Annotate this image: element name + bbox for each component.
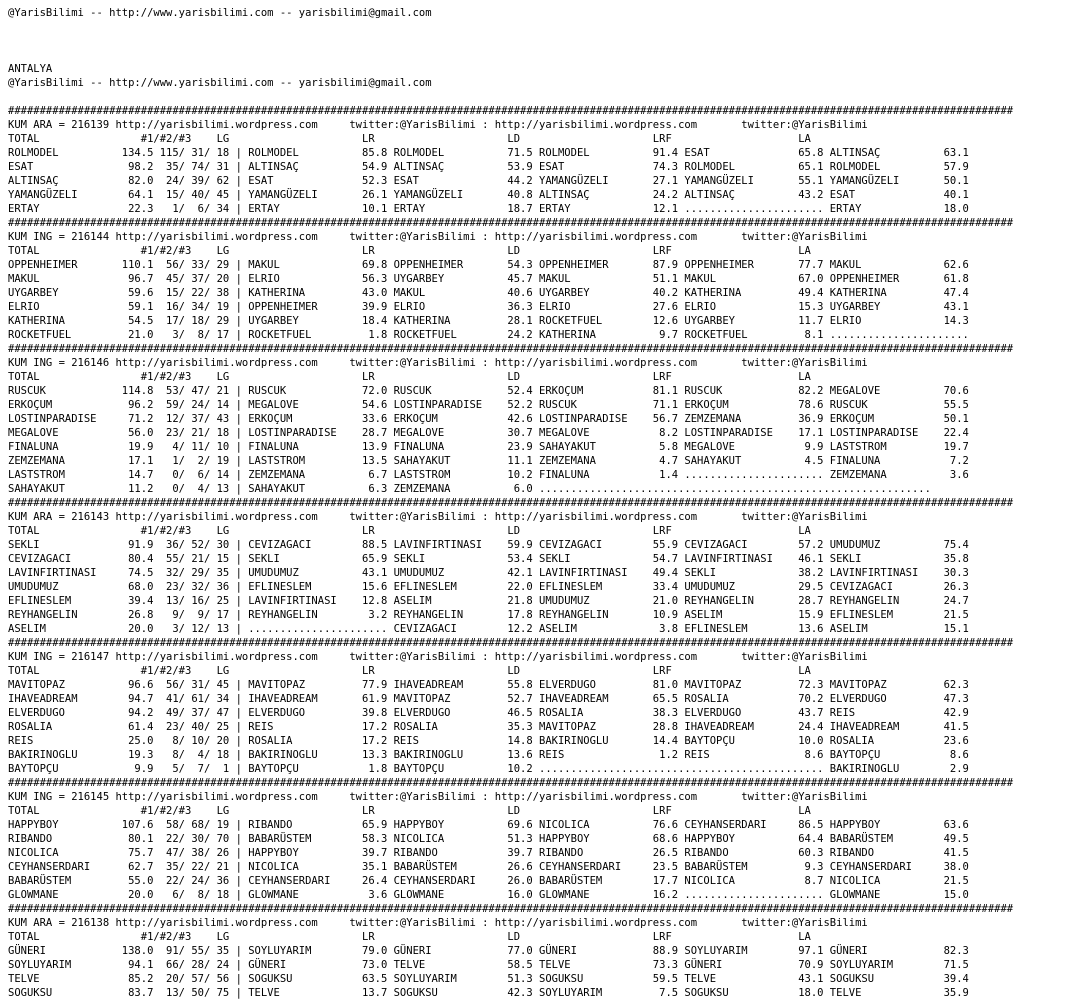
column-header: TOTAL #1/#2/#3 LG LR LD LRF LA — [8, 931, 811, 943]
table-row: RIBANDO 80.1 22/ 30/ 70 | BABARÜSTEM 58.3 NICOLICA 51.3 HAPPYBOY 68.6 HAPPYBOY 64.4 BABARÜSTEM 49.5 — [8, 833, 969, 845]
table-row: SAHAYAKUT 11.2 0/ 4/ 13 | SAHAYAKUT 6.3 ZEMZEMANA 6.0 .............................................................. — [8, 483, 931, 495]
table-row: MAVITOPAZ 96.6 56/ 31/ 45 | MAVITOPAZ 77.9 IHAVEADREAM 55.8 ELVERDUGO 81.0 MAVITOPAZ 72.3 MAVITOPAZ 62.3 — [8, 679, 969, 691]
race-header: KUM ARA = 216138 http://yarisbilimi.wordpress.com twitter:@YarisBilimi : http://yarisbilimi.wordpress.com twitter:@YarisBilimi — [8, 917, 868, 929]
blank-line — [8, 90, 1013, 104]
table-row: BAYTOPÇU 9.9 5/ 7/ 1 | BAYTOPÇU 1.8 BAYTOPÇU 10.2 ............................................. BAKIRINOGLU 2.9 — [8, 763, 969, 775]
table-row: ASELIM 20.0 3/ 12/ 13 | ...................... CEVIZAGACI 12.2 ASELIM 3.8 EFLINESLEM 13.6 ASELIM 15.1 — [8, 623, 969, 635]
section-divider: ############################################################################################################################################################### — [8, 217, 1014, 229]
table-row: UMUDUMUZ 68.0 23/ 32/ 36 | EFLINESLEM 15.6 EFLINESLEM 22.0 EFLINESLEM 33.4 UMUDUMUZ 29.5 CEVIZAGACI 26.3 — [8, 581, 969, 593]
table-row: ESAT 98.2 35/ 74/ 31 | ALTINSAÇ 54.9 ALTINSAÇ 53.9 ESAT 74.3 ROLMODEL 65.1 ROLMODEL 57.9 — [8, 161, 969, 173]
race-header: KUM ING = 216146 http://yarisbilimi.wordpress.com twitter:@YarisBilimi : http://yarisbilimi.wordpress.com twitter:@YarisBilimi — [8, 357, 868, 369]
table-row: ALTINSAÇ 82.0 24/ 39/ 62 | ESAT 52.3 ESAT 44.2 YAMANGÜZELI 27.1 YAMANGÜZELI 55.1 YAMANGÜZELI 50.1 — [8, 175, 969, 187]
table-row: CEVIZAGACI 80.4 55/ 21/ 15 | SEKLI 65.9 SEKLI 53.4 SEKLI 54.7 LAVINFIRTINASI 46.1 SEKLI 35.8 — [8, 553, 969, 565]
table-row: FINALUNA 19.9 4/ 11/ 10 | FINALUNA 13.9 FINALUNA 23.9 SAHAYAKUT 5.8 MEGALOVE 9.9 LASTSTROM 19.7 — [8, 441, 969, 453]
column-header: TOTAL #1/#2/#3 LG LR LD LRF LA — [8, 245, 811, 257]
table-row: BAKIRINOGLU 19.3 8/ 4/ 18 | BAKIRINOGLU 13.3 BAKIRINOGLU 13.6 REIS 1.2 REIS 8.6 BAYTOPÇU 8.6 — [8, 749, 969, 761]
table-row: KATHERINA 54.5 17/ 18/ 29 | UYGARBEY 18.4 KATHERINA 28.1 ROCKETFUEL 12.6 UYGARBEY 11.7 ELRIO 14.3 — [8, 315, 969, 327]
text-line: @YarisBilimi -- http://www.yarisbilimi.com -- yarisbilimi@gmail.com — [8, 7, 432, 19]
race-header: KUM ING = 216147 http://yarisbilimi.wordpress.com twitter:@YarisBilimi : http://yarisbilimi.wordpress.com twitter:@YarisBilimi — [8, 651, 868, 663]
table-row: UYGARBEY 59.6 15/ 22/ 38 | KATHERINA 43.0 MAKUL 40.6 UYGARBEY 40.2 KATHERINA 49.4 KATHERINA 47.4 — [8, 287, 969, 299]
table-row: SOGUKSU 83.7 13/ 50/ 75 | TELVE 13.7 SOGUKSU 42.3 SOYLUYARIM 7.5 SOGUKSU 18.0 TELVE 35.9 — [8, 987, 969, 999]
column-header: TOTAL #1/#2/#3 LG LR LD LRF LA — [8, 805, 811, 817]
table-row: TELVE 85.2 20/ 57/ 56 | SOGUKSU 63.5 SOYLUYARIM 51.3 SOGUKSU 59.5 TELVE 43.1 SOGUKSU 39.4 — [8, 973, 969, 985]
table-row: NICOLICA 75.7 47/ 38/ 26 | HAPPYBOY 39.7 RIBANDO 39.7 RIBANDO 26.5 RIBANDO 60.3 RIBANDO 41.5 — [8, 847, 969, 859]
table-row: ROSALIA 61.4 23/ 40/ 25 | REIS 17.2 ROSALIA 35.3 MAVITOPAZ 28.8 IHAVEADREAM 24.4 IHAVEADREAM 41.5 — [8, 721, 969, 733]
table-row: SOYLUYARIM 94.1 66/ 28/ 24 | GÜNERI 73.0 TELVE 58.5 TELVE 73.3 GÜNERI 70.9 SOYLUYARIM 71.5 — [8, 959, 969, 971]
table-row: ROLMODEL 134.5 115/ 31/ 18 | ROLMODEL 85.8 ROLMODEL 71.5 ROLMODEL 91.4 ESAT 65.8 ALTINSAÇ 63.1 — [8, 147, 969, 159]
table-row: ERTAY 22.3 1/ 6/ 34 | ERTAY 10.1 ERTAY 18.7 ERTAY 12.1 ...................... ERTAY 18.0 — [8, 203, 969, 215]
table-row: OPPENHEIMER 110.1 56/ 33/ 29 | MAKUL 69.8 OPPENHEIMER 54.3 OPPENHEIMER 87.9 OPPENHEIMER 77.7 MAKUL 62.6 — [8, 259, 969, 271]
column-header: TOTAL #1/#2/#3 LG LR LD LRF LA — [8, 525, 811, 537]
column-header: TOTAL #1/#2/#3 LG LR LD LRF LA — [8, 371, 811, 383]
section-divider: ############################################################################################################################################################### — [8, 497, 1014, 509]
table-row: ELRIO 59.1 16/ 34/ 19 | OPPENHEIMER 39.9 ELRIO 36.3 ELRIO 27.6 ELRIO 15.3 UYGARBEY 43.1 — [8, 301, 969, 313]
text-line: ANTALYA — [8, 63, 53, 75]
text-line: @YarisBilimi -- http://www.yarisbilimi.com -- yarisbilimi@gmail.com — [8, 77, 432, 89]
section-divider: ############################################################################################################################################################### — [8, 343, 1014, 355]
table-row: MEGALOVE 56.0 23/ 21/ 18 | LOSTINPARADISE 28.7 MEGALOVE 30.7 MEGALOVE 8.2 LOSTINPARADISE 17.1 LOSTINPARADISE 22.4 — [8, 427, 969, 439]
table-row: LOSTINPARADISE 71.2 12/ 37/ 43 | ERKOÇUM 33.6 ERKOÇUM 42.6 LOSTINPARADISE 56.7 ZEMZEMANA 36.9 ERKOÇUM 50.1 — [8, 413, 969, 425]
table-row: GLOWMANE 20.0 6/ 8/ 18 | GLOWMANE 3.6 GLOWMANE 16.0 GLOWMANE 16.2 ...................... GLOWMANE 15.0 — [8, 889, 969, 901]
table-row: LASTSTROM 14.7 0/ 6/ 14 | ZEMZEMANA 6.7 LASTSTROM 10.2 FINALUNA 1.4 ...................... ZEMZEMANA 3.6 — [8, 469, 969, 481]
section-divider: ############################################################################################################################################################### — [8, 777, 1014, 789]
race-header: KUM ING = 216145 http://yarisbilimi.wordpress.com twitter:@YarisBilimi : http://yarisbilimi.wordpress.com twitter:@YarisBilimi — [8, 791, 868, 803]
table-row: GÜNERI 138.0 91/ 55/ 35 | SOYLUYARIM 79.0 GÜNERI 77.0 GÜNERI 88.9 SOYLUYARIM 97.1 GÜNERI 82.3 — [8, 945, 969, 957]
table-row: BABARÜSTEM 55.0 22/ 24/ 36 | CEYHANSERDARI 26.4 CEYHANSERDARI 26.0 BABARÜSTEM 17.7 NICOLICA 8.7 NICOLICA 21.5 — [8, 875, 969, 887]
table-row: RUSCUK 114.8 53/ 47/ 21 | RUSCUK 72.0 RUSCUK 52.4 ERKOÇUM 81.1 RUSCUK 82.2 MEGALOVE 70.6 — [8, 385, 969, 397]
race-header: KUM ARA = 216139 http://yarisbilimi.wordpress.com twitter:@YarisBilimi : http://yarisbilimi.wordpress.com twitter:@YarisBilimi — [8, 119, 868, 131]
blank-line — [8, 20, 1013, 34]
results-document — [8, 6, 1013, 1000]
table-row: YAMANGÜZELI 64.1 15/ 40/ 45 | YAMANGÜZELI 26.1 YAMANGÜZELI 40.8 ALTINSAÇ 24.2 ALTINSAÇ 43.2 ESAT 40.1 — [8, 189, 969, 201]
section-divider: ############################################################################################################################################################### — [8, 637, 1014, 649]
section-divider: ############################################################################################################################################################### — [8, 105, 1014, 117]
table-row: REYHANGELIN 26.8 9/ 9/ 17 | REYHANGELIN 3.2 REYHANGELIN 17.8 REYHANGELIN 10.9 ASELIM 15.9 EFLINESLEM 21.5 — [8, 609, 969, 621]
blank-line — [8, 34, 1013, 48]
table-row: MAKUL 96.7 45/ 37/ 20 | ELRIO 56.3 UYGARBEY 45.7 MAKUL 51.1 MAKUL 67.0 OPPENHEIMER 61.8 — [8, 273, 969, 285]
table-row: ZEMZEMANA 17.1 1/ 2/ 19 | LASTSTROM 13.5 SAHAYAKUT 11.1 ZEMZEMANA 4.7 SAHAYAKUT 4.5 FINALUNA 7.2 — [8, 455, 969, 467]
table-row: EFLINESLEM 39.4 13/ 16/ 25 | LAVINFIRTINASI 12.8 ASELIM 21.8 UMUDUMUZ 21.0 REYHANGELIN 28.7 REYHANGELIN 24.7 — [8, 595, 969, 607]
race-header: KUM ING = 216144 http://yarisbilimi.wordpress.com twitter:@YarisBilimi : http://yarisbilimi.wordpress.com twitter:@YarisBilimi — [8, 231, 868, 243]
table-row: SEKLI 91.9 36/ 52/ 30 | CEVIZAGACI 88.5 LAVINFIRTINASI 59.9 CEVIZAGACI 55.9 CEVIZAGACI 57.2 UMUDUMUZ 75.4 — [8, 539, 969, 551]
table-row: REIS 25.0 8/ 10/ 20 | ROSALIA 17.2 REIS 14.8 BAKIRINOGLU 14.4 BAYTOPÇU 10.0 ROSALIA 23.6 — [8, 735, 969, 747]
table-row: IHAVEADREAM 94.7 41/ 61/ 34 | IHAVEADREAM 61.9 MAVITOPAZ 52.7 IHAVEADREAM 65.5 ROSALIA 70.2 ELVERDUGO 47.3 — [8, 693, 969, 705]
table-row: LAVINFIRTINASI 74.5 32/ 29/ 35 | UMUDUMUZ 43.1 UMUDUMUZ 42.1 LAVINFIRTINASI 49.4 SEKLI 38.2 LAVINFIRTINASI 30.3 — [8, 567, 969, 579]
column-header: TOTAL #1/#2/#3 LG LR LD LRF LA — [8, 133, 811, 145]
blank-line — [8, 48, 1013, 62]
table-row: CEYHANSERDARI 62.7 35/ 22/ 21 | NICOLICA 35.1 BABARÜSTEM 26.6 CEYHANSERDARI 23.5 BABARÜSTEM 9.3 CEYHANSERDARI 38.0 — [8, 861, 969, 873]
table-row: HAPPYBOY 107.6 58/ 68/ 19 | RIBANDO 65.9 HAPPYBOY 69.6 NICOLICA 76.6 CEYHANSERDARI 86.5 HAPPYBOY 63.6 — [8, 819, 969, 831]
section-divider: ############################################################################################################################################################### — [8, 903, 1014, 915]
table-row: ROCKETFUEL 21.0 3/ 8/ 17 | ROCKETFUEL 1.8 ROCKETFUEL 24.2 KATHERINA 9.7 ROCKETFUEL 8.1 ...................... — [8, 329, 969, 341]
column-header: TOTAL #1/#2/#3 LG LR LD LRF LA — [8, 665, 811, 677]
race-header: KUM ARA = 216143 http://yarisbilimi.wordpress.com twitter:@YarisBilimi : http://yarisbilimi.wordpress.com twitter:@YarisBilimi — [8, 511, 868, 523]
table-row: ERKOÇUM 96.2 59/ 24/ 14 | MEGALOVE 54.6 LOSTINPARADISE 52.2 RUSCUK 71.1 ERKOÇUM 78.6 RUSCUK 55.5 — [8, 399, 969, 411]
table-row: ELVERDUGO 94.2 49/ 37/ 47 | ELVERDUGO 39.8 ELVERDUGO 46.5 ROSALIA 38.3 ELVERDUGO 43.7 REIS 42.9 — [8, 707, 969, 719]
